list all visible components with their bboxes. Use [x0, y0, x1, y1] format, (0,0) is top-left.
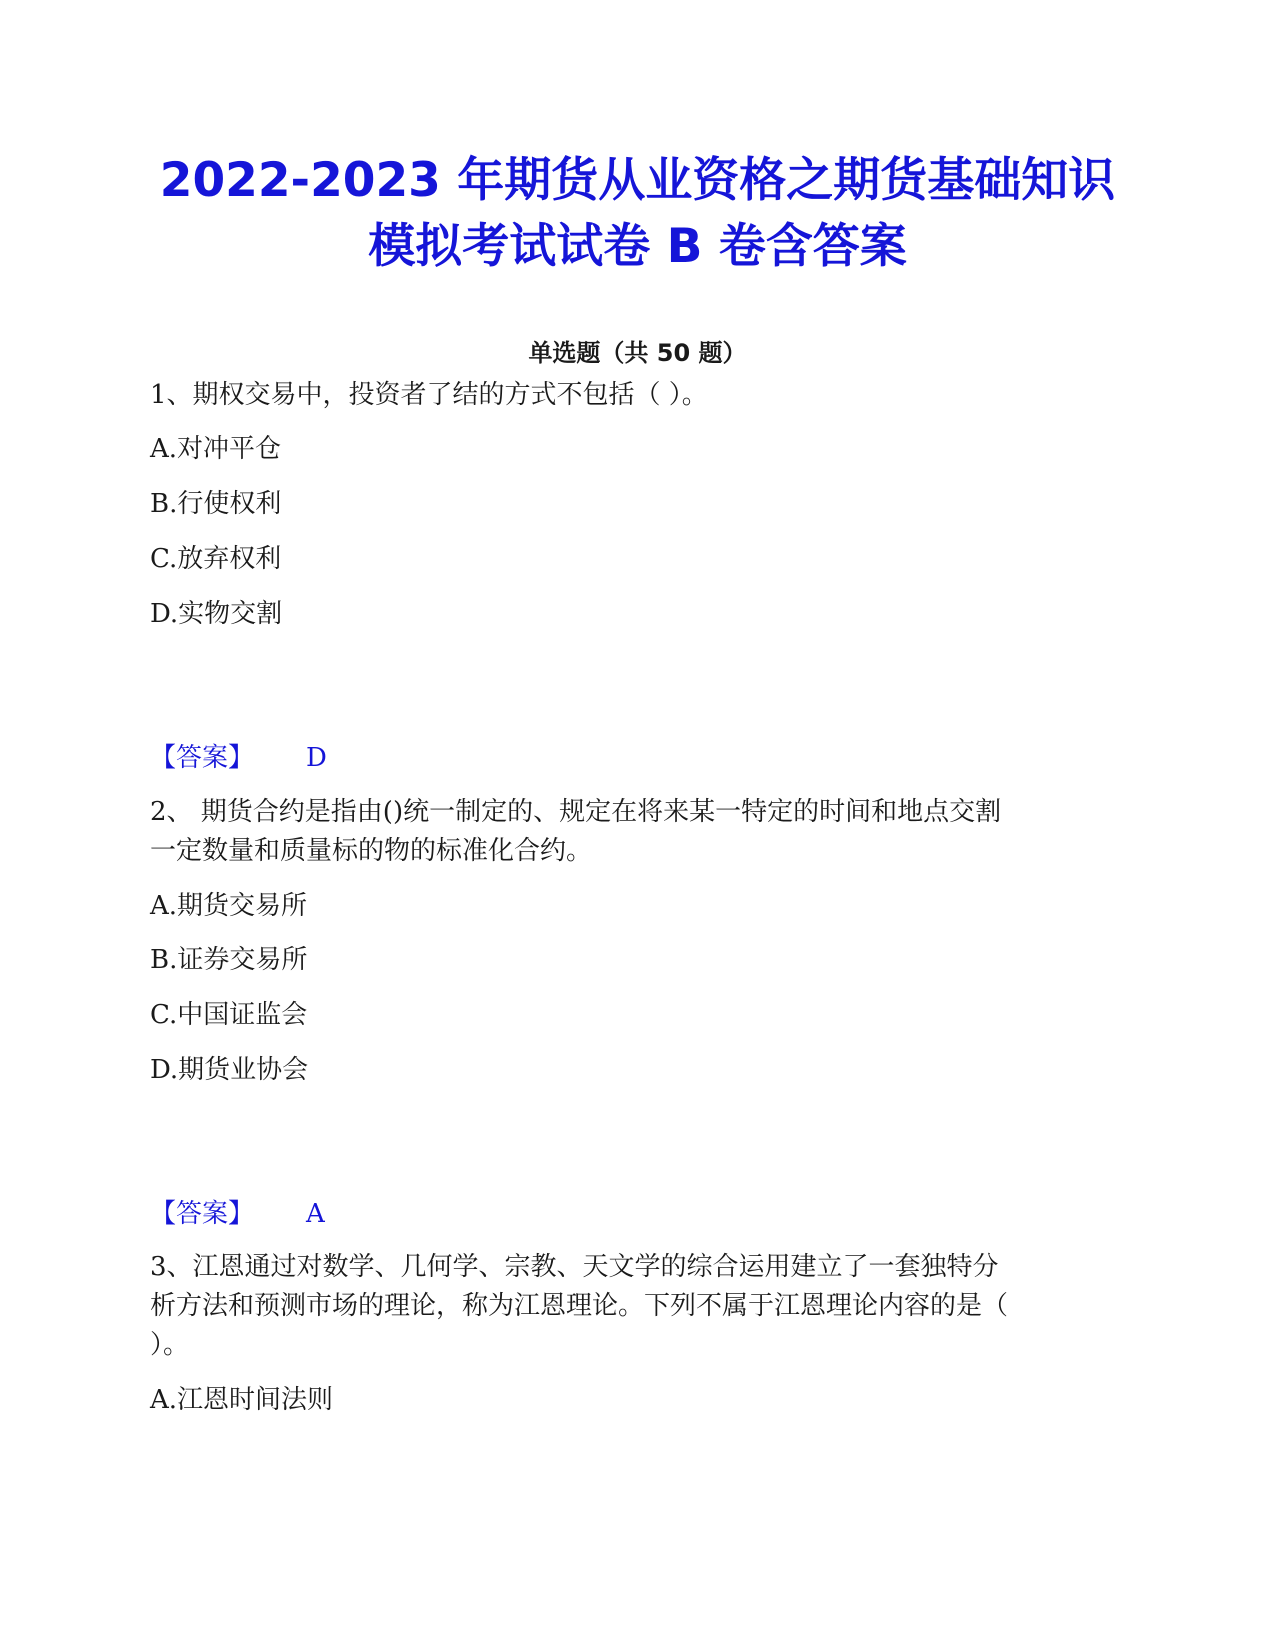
question-1-option-c: C.放弃权利 — [150, 544, 282, 574]
question-2-text-line-2: 一定数量和质量标的物的标准化合约。 — [150, 836, 593, 866]
question-2-option-d: D.期货业协会 — [150, 1055, 309, 1085]
question-2-answer — [150, 1194, 325, 1234]
question-1-text: 1、期权交易中，投资者了结的方式不包括（ ）。 — [150, 380, 708, 410]
title-line-2: 模拟考试试卷 B 卷含答案 — [368, 219, 907, 274]
document-title — [120, 148, 1155, 280]
answer-value: A — [306, 1199, 325, 1229]
question-1-option-b: B.行使权利 — [150, 489, 282, 519]
title-line-1: 2022-2023 年期货从业资格之期货基础知识 — [159, 153, 1116, 208]
question-2-option-c: C.中国证监会 — [150, 1000, 308, 1030]
question-2-option-a: A.期货交易所 — [150, 891, 308, 921]
question-3-text-line-2: 析方法和预测市场的理论，称为江恩理论。下列不属于江恩理论内容的是（ — [150, 1291, 1009, 1321]
question-2-text-line-1: 2、 期货合约是指由()统一制定的、规定在将来某一特定的时间和地点交割 — [150, 797, 1002, 827]
section-heading: 单选题（共 50 题） — [528, 339, 747, 367]
question-1-answer — [150, 738, 327, 778]
answer-label: 【答案】 — [150, 743, 255, 773]
question-2-option-b: B.证券交易所 — [150, 945, 308, 975]
answer-value: D — [306, 743, 327, 773]
answer-label: 【答案】 — [150, 1199, 255, 1229]
question-1-option-a: A.对冲平仓 — [150, 434, 282, 464]
question-3-text-line-3: ）。 — [150, 1330, 190, 1360]
question-1-option-d: D.实物交割 — [150, 599, 283, 629]
question-3-option-a: A.江恩时间法则 — [150, 1385, 334, 1415]
question-3-text-line-1: 3、江恩通过对数学、几何学、宗教、天文学的综合运用建立了一套独特分 — [150, 1252, 999, 1282]
